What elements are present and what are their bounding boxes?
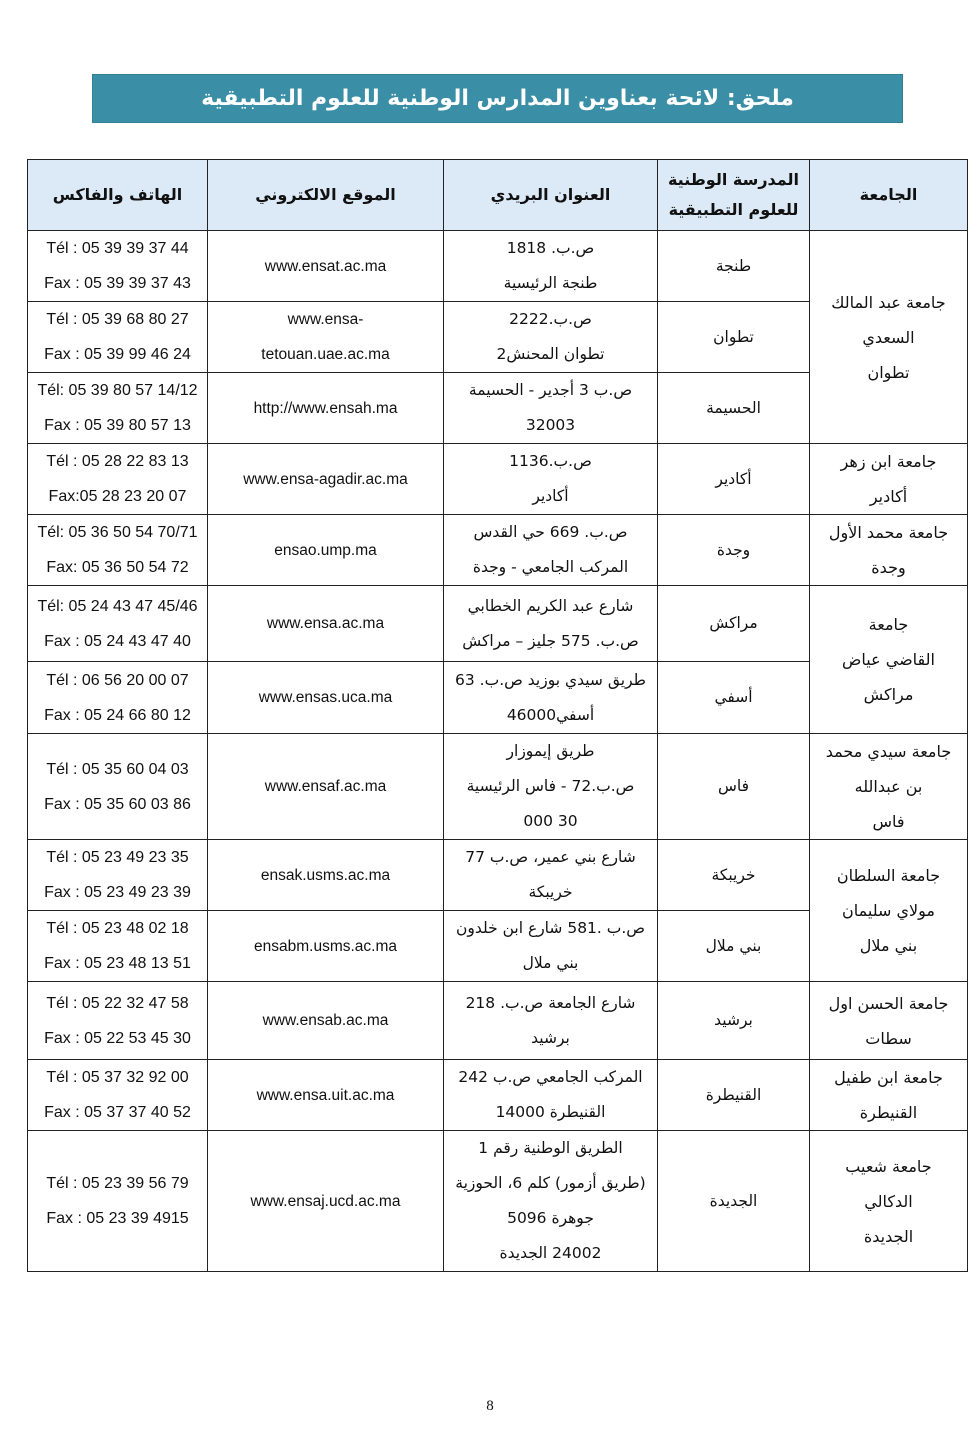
table-row bbox=[28, 982, 968, 1060]
university-cell: جامعة ابن زهر أكادير bbox=[810, 444, 968, 515]
title-banner bbox=[92, 74, 903, 123]
address-cell: الطريق الوطنية رقم 1 (طريق أزمور) كلم 6، الحوزية جوهرة 5096 24002 الجديدة bbox=[444, 1131, 658, 1272]
table-row bbox=[28, 444, 968, 515]
phone-cell: Tél : 05 23 39 56 79 Fax : 05 23 39 4915 bbox=[28, 1131, 208, 1272]
phone-cell: Tél : 05 22 32 47 58 Fax : 05 22 53 45 30 bbox=[28, 982, 208, 1060]
phone-cell: Tél : 05 23 49 23 35 Fax : 05 23 49 23 39 bbox=[28, 840, 208, 911]
school-cell: الجديدة bbox=[658, 1131, 810, 1272]
university-cell: جامعة القاضي عياض مراكش bbox=[810, 586, 968, 734]
website-cell: http://www.ensah.ma bbox=[208, 373, 444, 444]
phone-cell: Tél : 05 37 32 92 00 Fax : 05 37 37 40 52 bbox=[28, 1060, 208, 1131]
phone-cell: Tél : 06 56 20 00 07 Fax : 05 24 66 80 12 bbox=[28, 662, 208, 734]
phone-cell: Tél : 05 39 39 37 44 Fax : 05 39 39 37 43 bbox=[28, 231, 208, 302]
address-cell: ص.ب.2222 تطوان المحنش2 bbox=[444, 302, 658, 373]
address-cell: طريق سيدي بوزيد ص.ب. 63 أسفي46000 bbox=[444, 662, 658, 734]
address-cell: شارع الجامعة ص.ب. 218 برشيد bbox=[444, 982, 658, 1060]
website-cell: www.ensat.ac.ma bbox=[208, 231, 444, 302]
university-cell: جامعة ابن طفيل القنيطرة bbox=[810, 1060, 968, 1131]
header-university: الجامعة bbox=[810, 160, 968, 231]
school-cell: برشيد bbox=[658, 982, 810, 1060]
table-row bbox=[28, 231, 968, 302]
schools-table bbox=[27, 159, 968, 1272]
website-cell: ensao.ump.ma bbox=[208, 515, 444, 586]
website-cell: www.ensa- tetouan.uae.ac.ma bbox=[208, 302, 444, 373]
address-cell: المركب الجامعي ص.ب 242 القنيطرة 14000 bbox=[444, 1060, 658, 1131]
university-cell: جامعة شعيب الدكالي الجديدة bbox=[810, 1131, 968, 1272]
website-cell: www.ensa.uit.ac.ma bbox=[208, 1060, 444, 1131]
school-cell: أسفي bbox=[658, 662, 810, 734]
school-cell: بني ملال bbox=[658, 911, 810, 982]
website-cell: www.ensa-agadir.ac.ma bbox=[208, 444, 444, 515]
table-row bbox=[28, 734, 968, 840]
website-cell: www.ensab.ac.ma bbox=[208, 982, 444, 1060]
university-cell: جامعة السلطان مولاي سليمان بني ملال bbox=[810, 840, 968, 982]
school-cell: أكادير bbox=[658, 444, 810, 515]
address-cell: ص.ب .581 شارع ابن خلدون بني ملال bbox=[444, 911, 658, 982]
page-title: ملحق: لائحة بعناوين المدارس الوطنية للعلوم التطبيقية bbox=[201, 86, 794, 111]
school-cell: طنجة bbox=[658, 231, 810, 302]
phone-cell: Tél : 05 23 48 02 18 Fax : 05 23 48 13 51 bbox=[28, 911, 208, 982]
header-website: الموقع الالكتروني bbox=[208, 160, 444, 231]
phone-cell: Tél: 05 39 80 57 14/12 Fax : 05 39 80 57 13 bbox=[28, 373, 208, 444]
university-cell: جامعة محمد الأول وجدة bbox=[810, 515, 968, 586]
university-cell: جامعة الحسن اول سطات bbox=[810, 982, 968, 1060]
school-cell: خريبكة bbox=[658, 840, 810, 911]
website-cell: ensabm.usms.ac.ma bbox=[208, 911, 444, 982]
header-school: المدرسة الوطنية للعلوم التطبيقية bbox=[658, 160, 810, 231]
website-cell: www.ensa.ac.ma bbox=[208, 586, 444, 662]
phone-cell: Tél: 05 24 43 47 45/46 Fax : 05 24 43 47 40 bbox=[28, 586, 208, 662]
website-cell: www.ensas.uca.ma bbox=[208, 662, 444, 734]
university-cell: جامعة عبد المالك السعدي تطوان bbox=[810, 231, 968, 444]
phone-cell: Tél: 05 36 50 54 70/71 Fax: 05 36 50 54 72 bbox=[28, 515, 208, 586]
phone-cell: Tél : 05 39 68 80 27 Fax : 05 39 99 46 24 bbox=[28, 302, 208, 373]
website-cell: www.ensaj.ucd.ac.ma bbox=[208, 1131, 444, 1272]
school-cell: تطوان bbox=[658, 302, 810, 373]
table-row bbox=[28, 1131, 968, 1272]
header-phone: الهاتف والفاكس bbox=[28, 160, 208, 231]
address-cell: ص.ب. 669 حي القدس المركب الجامعي - وجدة bbox=[444, 515, 658, 586]
school-cell: القنيطرة bbox=[658, 1060, 810, 1131]
address-cell: شارع بني عمير، ص.ب 77 خريبكة bbox=[444, 840, 658, 911]
phone-cell: Tél : 05 35 60 04 03 Fax : 05 35 60 03 86 bbox=[28, 734, 208, 840]
header-address: العنوان البريدي bbox=[444, 160, 658, 231]
university-cell: جامعة سيدي محمد بن عبدالله فاس bbox=[810, 734, 968, 840]
table-row bbox=[28, 515, 968, 586]
phone-cell: Tél : 05 28 22 83 13 Fax:05 28 23 20 07 bbox=[28, 444, 208, 515]
address-cell: طريق إيموزار ص.ب.72 - فاس الرئيسية 30 000 bbox=[444, 734, 658, 840]
school-cell: وجدة bbox=[658, 515, 810, 586]
table-row bbox=[28, 1060, 968, 1131]
page-number: 8 bbox=[486, 1398, 494, 1414]
table-row bbox=[28, 840, 968, 911]
table-header-row bbox=[28, 160, 968, 231]
address-cell: شارع عبد الكريم الخطابي ص.ب. 575 جليز – مراكش bbox=[444, 586, 658, 662]
school-cell: الحسيمة bbox=[658, 373, 810, 444]
table-row bbox=[28, 586, 968, 662]
address-cell: ص.ب. 1818 طنجة الرئيسية bbox=[444, 231, 658, 302]
school-cell: فاس bbox=[658, 734, 810, 840]
website-cell: www.ensaf.ac.ma bbox=[208, 734, 444, 840]
address-cell: ص.ب 3 أجدير - الحسيمة 32003 bbox=[444, 373, 658, 444]
address-cell: ص.ب.1136 أكادير bbox=[444, 444, 658, 515]
website-cell: ensak.usms.ac.ma bbox=[208, 840, 444, 911]
school-cell: مراكش bbox=[658, 586, 810, 662]
